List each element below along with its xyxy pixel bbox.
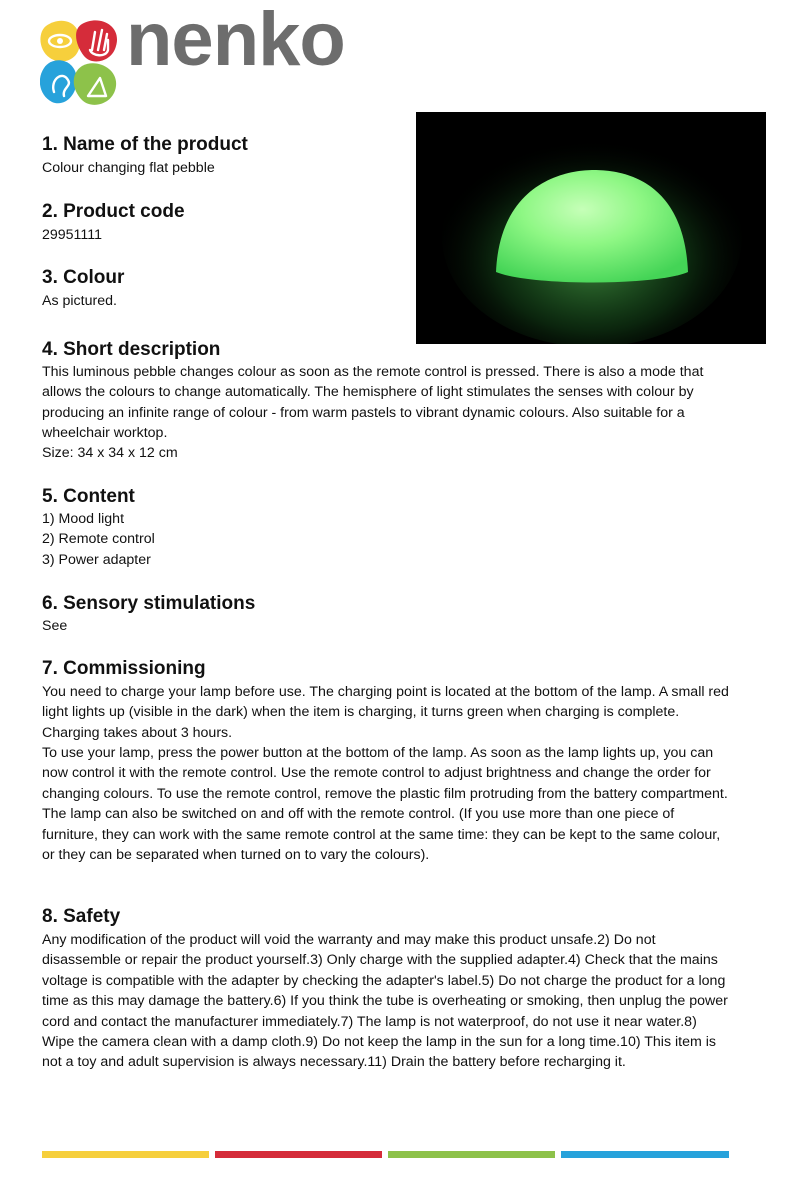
heading-sensory-stimulations: 6. Sensory stimulations xyxy=(42,593,256,614)
brand-logo xyxy=(40,0,385,114)
content-item: 3) Power adapter xyxy=(42,552,151,568)
footer-stripe-blue xyxy=(561,1151,729,1158)
content-item: 1) Mood light xyxy=(42,511,125,527)
product-code-value: 29951111 xyxy=(42,227,102,243)
commissioning-paragraph-1: You need to charge your lamp before use. The charging point is located at the bottom of the lamp. A small red light lights up (visible in the dark) when the item is charging, it turns green when charging is complete. Charging takes about 3 hours. xyxy=(42,684,729,741)
content-item: 2) Remote control xyxy=(42,531,155,547)
safety-text: Any modification of the product will void the warranty and may make this product unsafe.2) Do not disassemble or repair the product yourself.3) Only charge with the supplied adapter.4) Check that the mains voltage is compatible with the adapter by checking the adapter's label.5) Do not charge the product for a long time as this may damage the battery.6) If you think the tube is overheating or smoking, then unplug the power cord and contact the manufacturer immediately.7) The lamp is not waterproof, do not use it near water.8) Wipe the camera clean with a damp cloth.9) Do not keep the lamp in the sun for a long time.10) This item is not a toy and adult supervision is always necessary.11) Drain the battery before recharging it. xyxy=(42,932,728,1071)
colour-value: As pictured. xyxy=(42,293,117,309)
glowing-pebble-image xyxy=(416,112,766,344)
commissioning-paragraph-2: To use your lamp, press the power button at the bottom of the lamp. As soon as the lamp lights up, you can now control it with the remote control. Use the remote control to adjust brightness and change the order for changing colours. To use the remote control, remove the plastic film protruding from the battery compartment. The lamp can also be switched on and off with the remote control. (If you use more than one piece of furniture, they can work with the same remote control at the same time: they can be kept to the same colour, or they can be separated when turned on to vary the colours). xyxy=(42,745,728,864)
footer-stripe-yellow xyxy=(42,1151,209,1158)
heading-commissioning: 7. Commissioning xyxy=(42,658,206,679)
description-text: This luminous pebble changes colour as soon as the remote control is pressed. There is also a mode that allows the colours to change automatically. The hemisphere of light stimulates the senses with colour by producing an infinite range of colour - from warm pastels to vibrant dynamic colours. Also suitable for a wheelchair worktop. xyxy=(42,364,704,442)
heading-colour: 3. Colour xyxy=(42,267,125,288)
product-name-value: Colour changing flat pebble xyxy=(42,160,215,176)
footer-stripe-red xyxy=(215,1151,382,1158)
sensory-text: See xyxy=(42,618,68,634)
brand-wordmark: nenko xyxy=(126,0,345,82)
logo-mark-icon xyxy=(40,16,122,108)
product-photo xyxy=(416,112,766,344)
heading-product-code: 2. Product code xyxy=(42,201,185,222)
heading-name: 1. Name of the product xyxy=(42,134,248,155)
heading-safety: 8. Safety xyxy=(42,906,121,927)
size-text: Size: 34 x 34 x 12 cm xyxy=(42,445,178,461)
heading-short-description: 4. Short description xyxy=(42,339,221,360)
heading-content: 5. Content xyxy=(42,486,135,507)
footer-stripe-green xyxy=(388,1151,555,1158)
